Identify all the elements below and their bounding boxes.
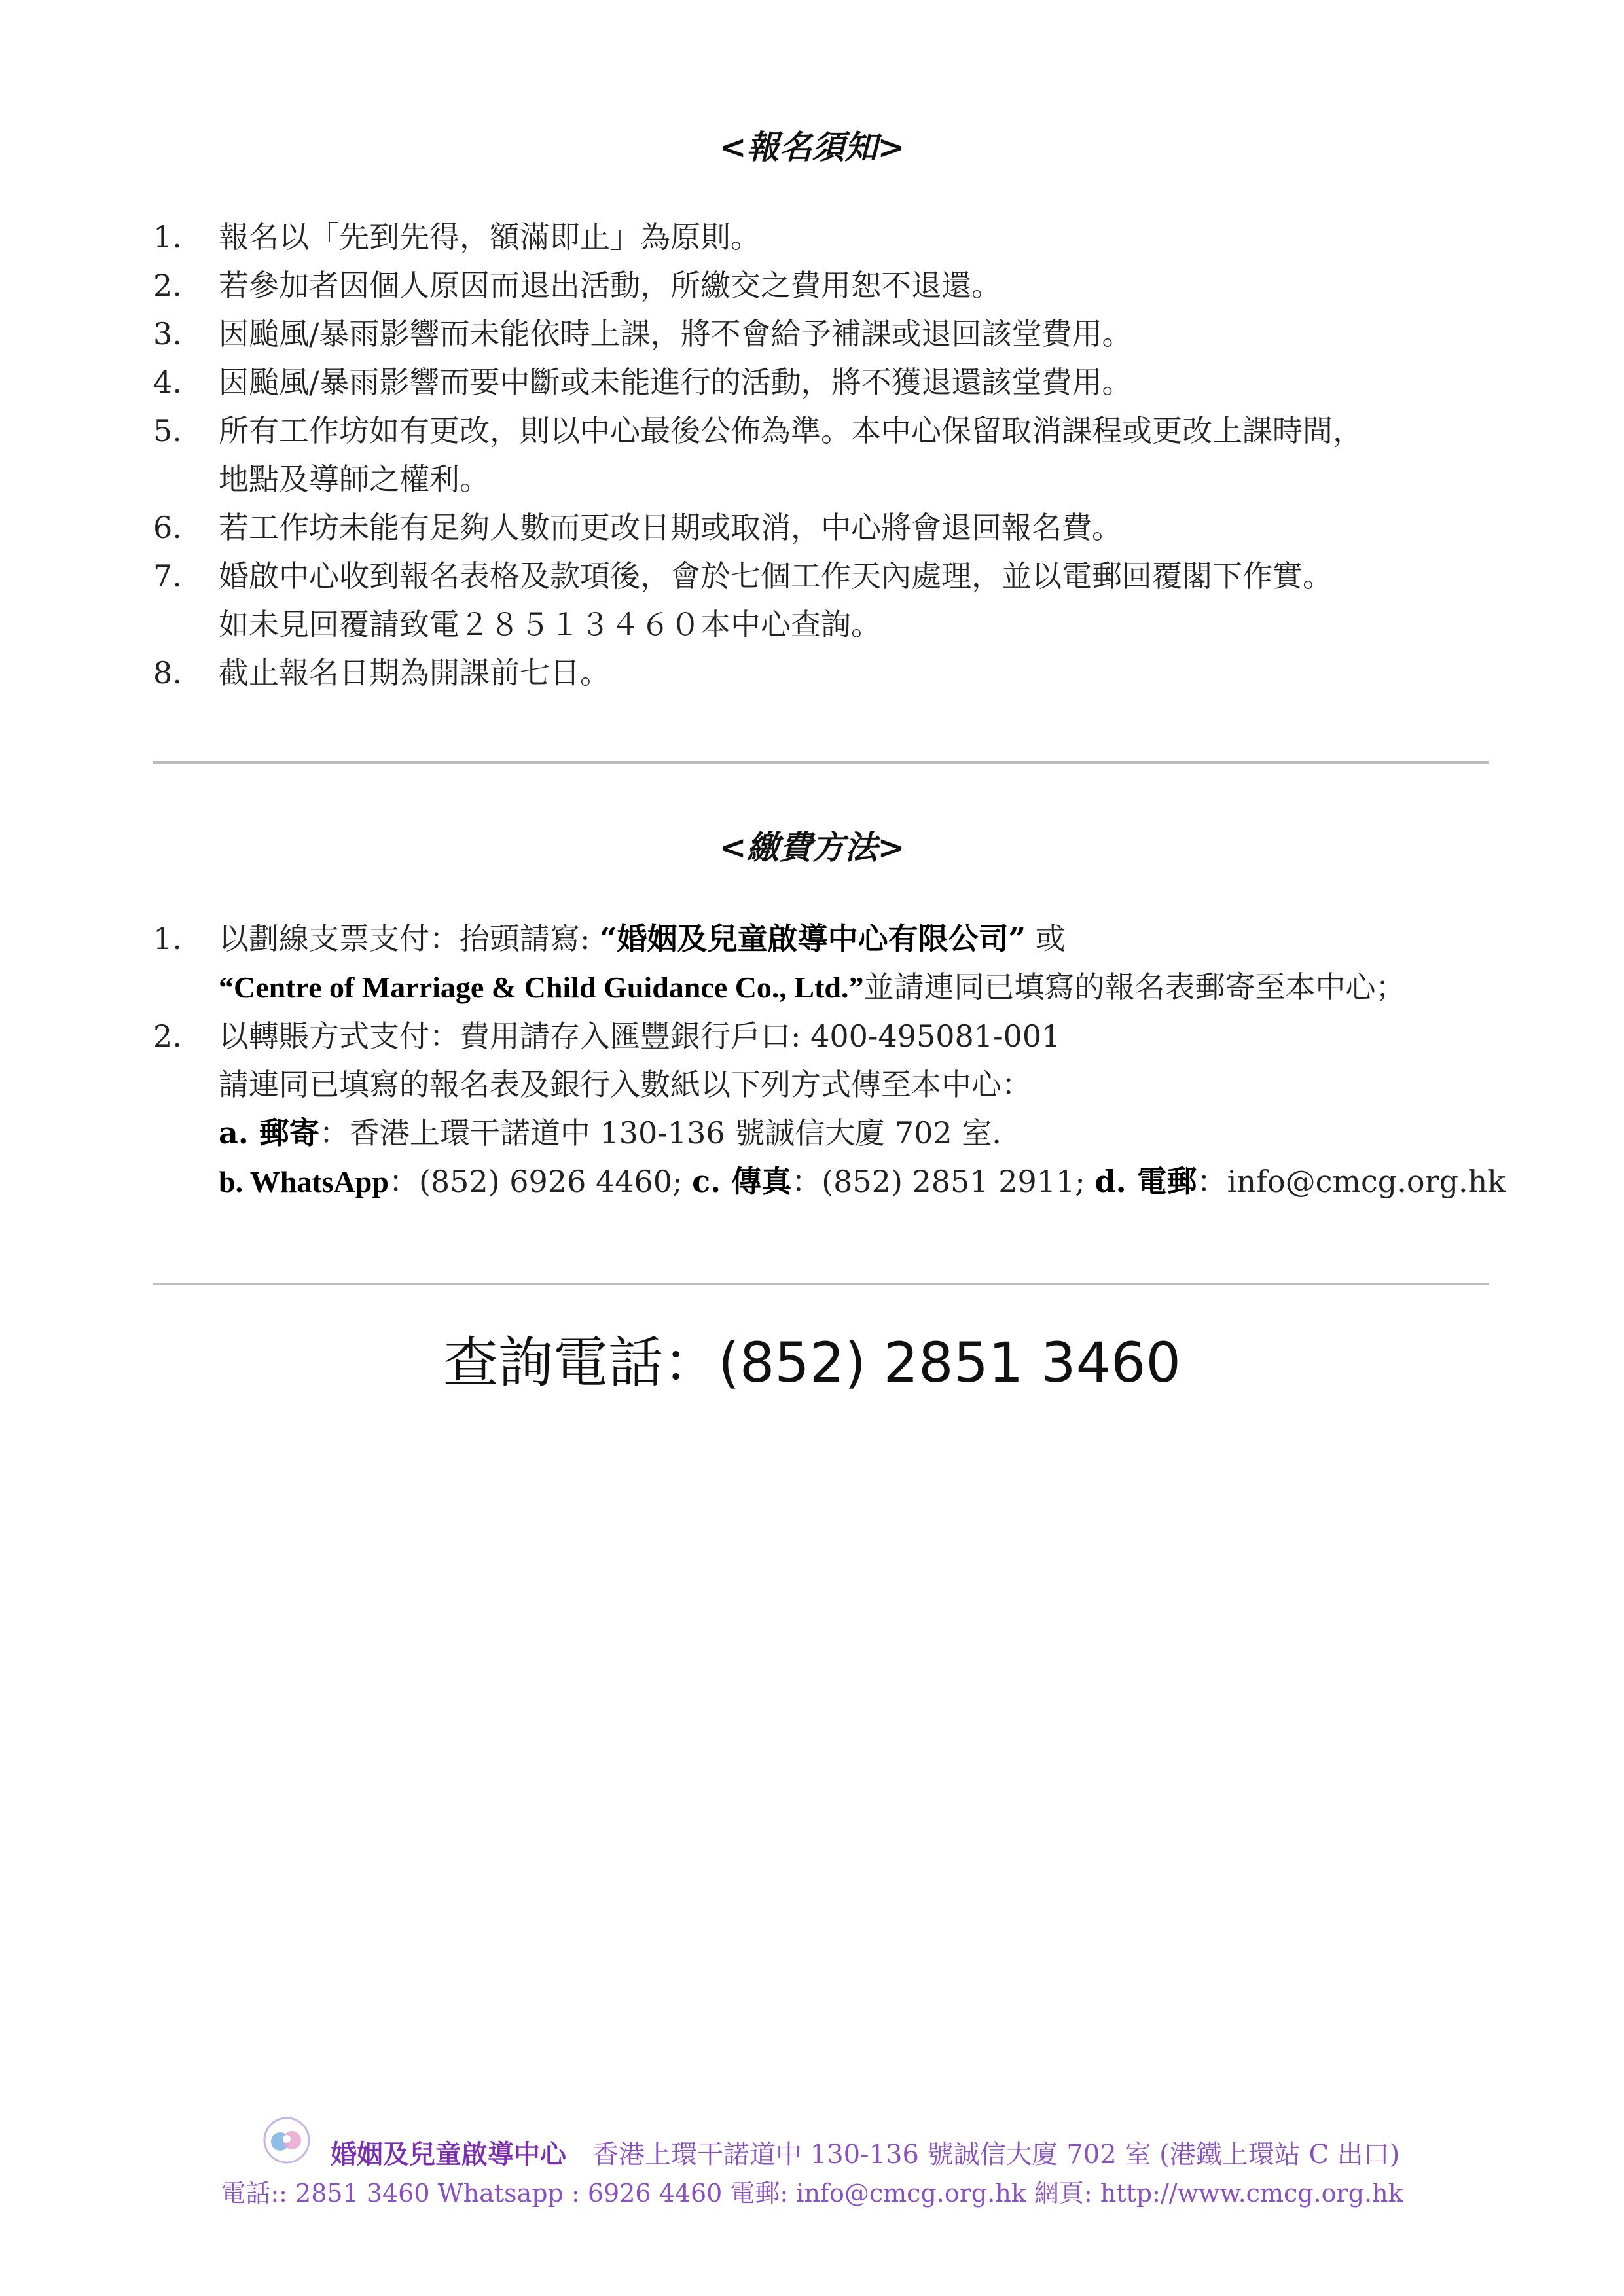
list-item-text: 若工作坊未能有足夠人數而更改日期或取消，中心將會退回報名費。 (219, 510, 1122, 545)
transfer-mail-line (219, 1109, 1489, 1157)
whatsapp-value: ：(852) 6926 4460; (388, 1164, 693, 1199)
organization-logo (254, 2114, 319, 2166)
registration-list (153, 213, 1489, 697)
list-item-text: 報名以「先到先得，額滿即止」為原則。 (219, 219, 761, 255)
list-item (153, 213, 1489, 261)
list-item-text: 如未見回覆請致電２８５１３４６０本中心查詢。 (219, 607, 881, 642)
list-item (153, 552, 1489, 649)
email-label: d. 電郵 (1094, 1164, 1197, 1199)
cheque-suffix: 並請連同已填寫的報名表郵寄至本中心； (863, 969, 1406, 1005)
list-number: 1. (153, 219, 182, 255)
payment-title: <繳費方法> (719, 828, 905, 867)
list-number: 7. (153, 558, 182, 594)
fax-label: c. 傳真 (692, 1164, 792, 1199)
enquiry-phone: 查詢電話：(852) 2851 3460 (443, 1331, 1181, 1395)
list-number: 6. (153, 510, 182, 545)
list-item-text: 因颱風/暴雨影響而未能依時上課，將不會給予補課或退回該堂費用。 (219, 316, 1132, 351)
list-item (153, 503, 1489, 552)
list-item-text: 截止報名日期為開課前七日。 (219, 655, 610, 691)
or-text: 或 (1026, 921, 1066, 956)
list-number: 8. (153, 655, 182, 691)
list-number: 2. (153, 268, 182, 303)
fax-value: ：(852) 2851 2911; (791, 1164, 1095, 1199)
payment-list (153, 914, 1506, 1206)
list-item-text: 所有工作坊如有更改，則以中心最後公佈為準。本中心保留取消課程或更改上課時間， (219, 413, 1363, 448)
payee-english: “Centre of Marriage & Child Guidance Co., Ltd.” (219, 971, 864, 1004)
list-item (153, 261, 1489, 310)
divider-1 (153, 761, 1489, 764)
list-item (153, 358, 1489, 406)
list-number: 4. (153, 365, 182, 400)
list-item (153, 310, 1489, 358)
list-number: 3. (153, 316, 182, 351)
list-item-text: 因颱風/暴雨影響而要中斷或未能進行的活動，將不獲退還該堂費用。 (219, 365, 1132, 400)
whatsapp-label: b. WhatsApp (219, 1165, 389, 1198)
cheque-prefix: 以劃線支票支付：抬頭請寫: (219, 921, 600, 956)
list-item (153, 406, 1489, 503)
list-item-text: 地點及導師之權利。 (219, 461, 490, 497)
footer-address: 香港上環干諾道中 130-136 號誠信大廈 702 室 (港鐵上環站 C 出口) (592, 2140, 1400, 2170)
mail-value: ：香港上環干諾道中 130-136 號誠信大廈 702 室. (319, 1115, 1001, 1151)
transfer-line-2: 請連同已填寫的報名表及銀行入數紙以下列方式傳至本中心： (219, 1067, 1032, 1102)
transfer-line-1: 以轉賬方式支付：費用請存入匯豐銀行戶口: 400-495081-001 (219, 1018, 1061, 1054)
list-number: 1. (153, 921, 182, 956)
payment-item-transfer (153, 1012, 1506, 1206)
cheque-line-2 (219, 963, 1489, 1012)
transfer-contact-line (219, 1157, 1506, 1206)
list-item-text: 若參加者因個人原因而退出活動，所繳交之費用恕不退還。 (219, 268, 1001, 303)
footer-contact: 電話:: 2851 3460 Whatsapp : 6926 4460 電郵: info@cmcg.org.hk 網頁: http://www.cmcg.org.hk (221, 2179, 1403, 2208)
registration-title: <報名須知> (719, 128, 905, 166)
list-number: 5. (153, 413, 182, 448)
list-number: 2. (153, 1018, 182, 1054)
footer-line-1 (331, 2134, 1399, 2171)
cheque-line-1 (219, 914, 1489, 963)
divider-2 (153, 1283, 1489, 1285)
list-item (153, 649, 1489, 697)
payment-item-cheque (153, 914, 1489, 1012)
email-value: ：info@cmcg.org.hk (1197, 1164, 1506, 1199)
list-item-text: 婚啟中心收到報名表格及款項後，會於七個工作天內處理，並以電郵回覆閣下作實。 (219, 558, 1333, 594)
mail-label: a. 郵寄 (219, 1115, 319, 1151)
footer-org-name: 婚姻及兒童啟導中心 (331, 2139, 566, 2170)
payee-chinese: “婚姻及兒童啟導中心有限公司” (600, 921, 1026, 956)
